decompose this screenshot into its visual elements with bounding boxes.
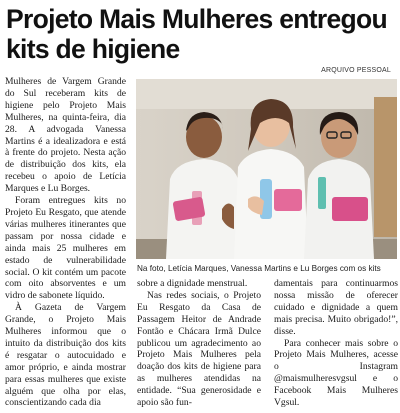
paragraph: damentais para continuarmos nossa missão de oferecer cuidado e dignidade a quem mais precisa. Muito obrigado!”, disse. (274, 278, 398, 337)
article-column-middle (137, 278, 261, 409)
article-photo (136, 79, 397, 259)
paragraph: À Gazeta de Vargem Grande, o Projeto Mais Mulheres informou que o intuito da distribuição dos kits é resgatar o autocuidado e amor próprio, e ainda mostrar para essas mulheres que existe alguém que olha por elas, conscientizando cada dia (5, 302, 126, 409)
paragraph: Mulheres de Vargem Grande do Sul receberam kits de higiene pelo Projeto Mais Mulheres, na quinta-feira, dia 28. A advogada Vanessa Martins é a idealizadora e está à frente do projeto. Nesta ação de distribuição dos kits, ela recebeu o apoio de Letícia Marques e Lu Borges. (5, 76, 126, 195)
photo-caption: Na foto, Letícia Marques, Vanessa Martins e Lu Borges com os kits (137, 264, 381, 273)
article-column-right (274, 278, 398, 409)
paragraph: Foram entregues kits no Projeto Eu Resgato, que atende várias mulheres itinerantes que passam por nossa cidade e ainda mais 25 mulheres em estado de vulnerabilidade social. O kit contém um pacote com oito absorventes e um vidro de sabonete líquido. (5, 195, 126, 302)
headline: Projeto Mais Mulheres entregou kits de higiene (6, 4, 387, 64)
photo-credit: ARQUIVO PESSOAL (321, 67, 391, 74)
photo-image (136, 79, 397, 259)
paragraph: sobre a dignidade menstrual. (137, 278, 248, 289)
article-column-left (5, 76, 126, 409)
paragraph: Para conhecer mais sobre o Projeto Mais Mulheres, acesse o Instagram @maismulheresvgsul e o Facebook Mais Mulheres Vgsul. (274, 337, 398, 409)
paragraph: Nas redes sociais, o Projeto Eu Resgato da Casa de Passagem Heitor de Andrade Fontão e Chácara Irmã Dulce publicou um agradecimento ao Projeto Mais Mulheres pela doação dos kits de higiene para as mulheres atendidas na entidade. “Sua generosidade e apoio são fun- (137, 289, 261, 409)
